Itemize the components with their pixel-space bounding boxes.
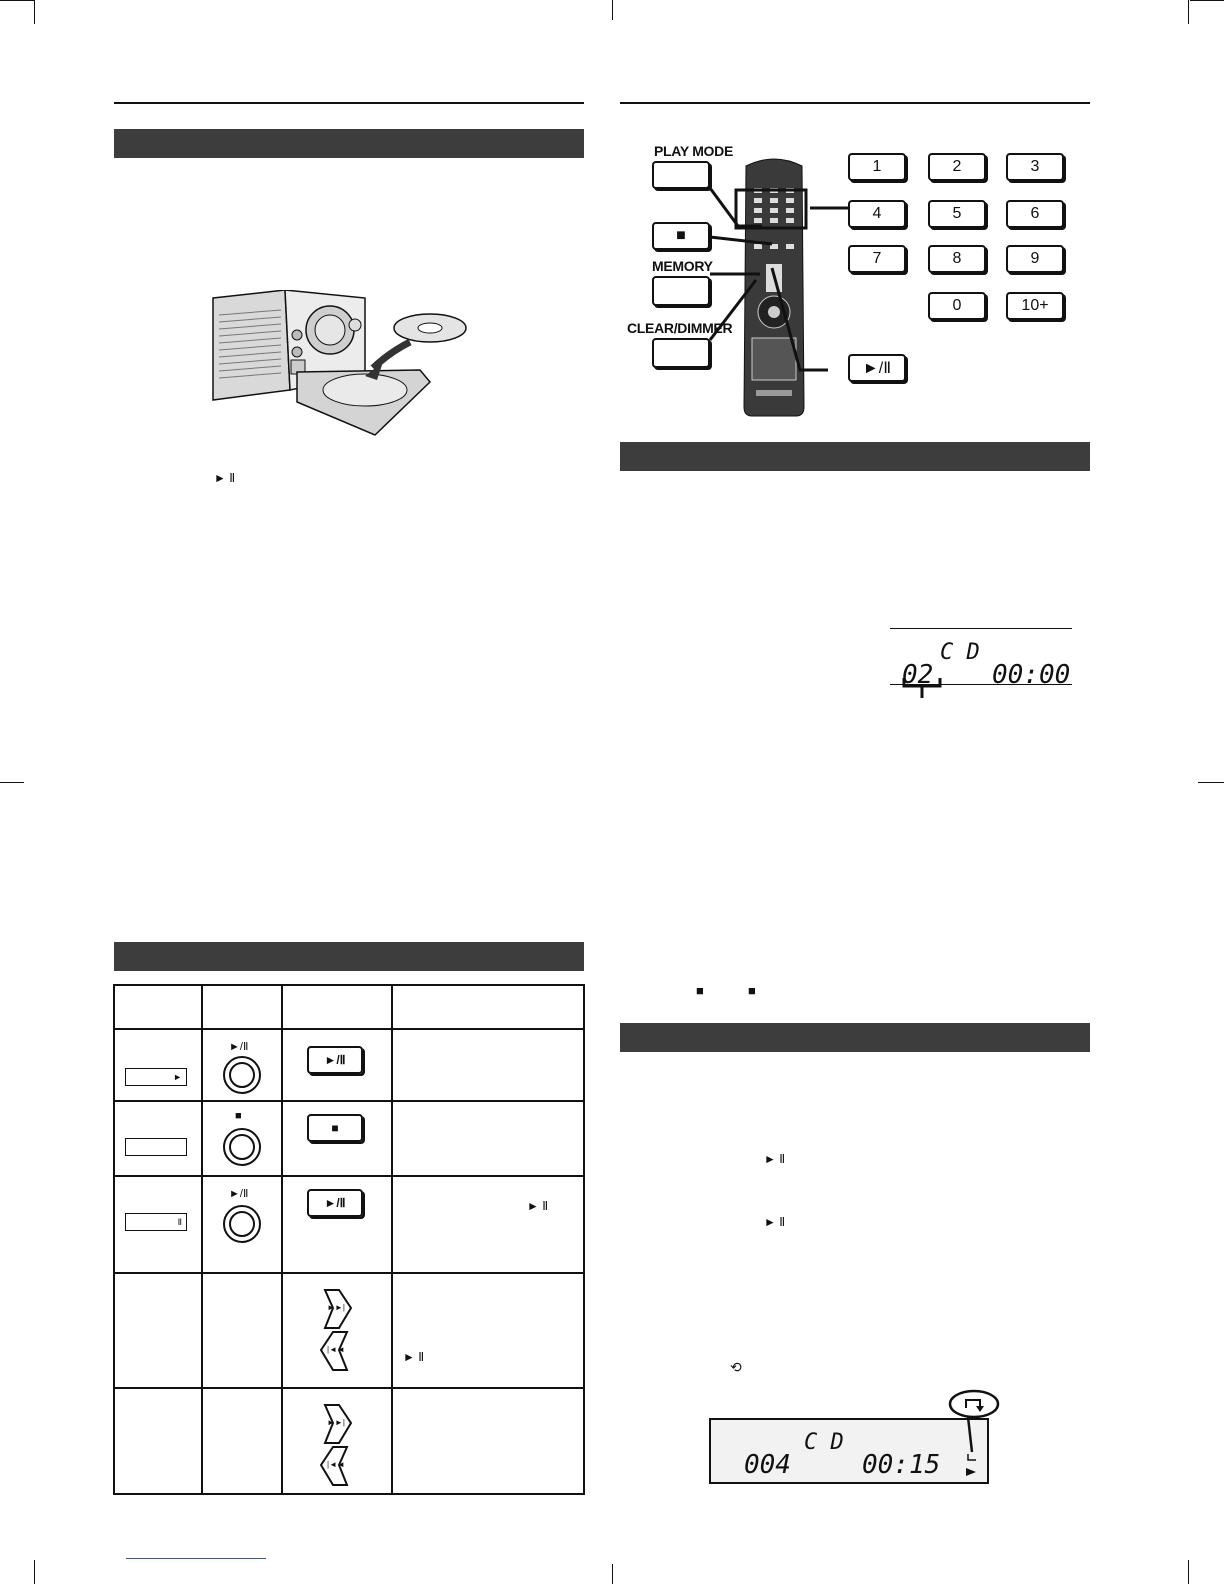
unit-cell bbox=[202, 1029, 282, 1101]
function-cell bbox=[392, 1273, 584, 1388]
section-bar-operations bbox=[114, 942, 584, 971]
play-pause-icon: ►/Ⅱ bbox=[862, 360, 892, 377]
memory-button[interactable] bbox=[652, 276, 710, 306]
play-pause-icon: ► Ⅱ bbox=[764, 1215, 786, 1229]
play-pause-icon: ►/Ⅱ bbox=[324, 1053, 346, 1067]
remote-cell bbox=[282, 1176, 392, 1273]
clear-dimmer-button[interactable] bbox=[652, 338, 710, 368]
remote-play-pause-button[interactable] bbox=[307, 1046, 363, 1074]
play-mode-button[interactable] bbox=[652, 161, 710, 189]
repeat-display-mode: C D bbox=[804, 1430, 844, 1455]
crop-mark bbox=[0, 0, 34, 1]
display-cell bbox=[114, 1029, 202, 1101]
header-rule-right bbox=[620, 102, 1090, 104]
stop-icon: ■ bbox=[676, 227, 686, 244]
memory-label: MEMORY bbox=[652, 258, 713, 274]
play-pause-icon: ► Ⅱ bbox=[764, 1152, 786, 1166]
crop-mark bbox=[34, 0, 35, 24]
play-pause-icon: ►/Ⅱ bbox=[229, 1041, 249, 1053]
unit-cell bbox=[202, 1101, 282, 1176]
repeat-display-time: 00:15 bbox=[862, 1450, 941, 1480]
key-0[interactable]: 0 bbox=[928, 292, 986, 320]
display-cell bbox=[114, 1273, 202, 1388]
display-top-rule bbox=[890, 628, 1072, 629]
section-bar-track-select bbox=[620, 442, 1090, 471]
remote-stop-button[interactable] bbox=[307, 1114, 363, 1142]
crop-mark bbox=[1188, 0, 1189, 24]
display-time: 00:00 bbox=[992, 660, 1071, 690]
skip-back-icon: |◄◄ bbox=[327, 1345, 345, 1354]
repeat-display-callout bbox=[946, 1388, 1002, 1480]
clear-dimmer-label: CLEAR/DIMMER bbox=[627, 320, 733, 336]
table-row bbox=[114, 1388, 584, 1494]
key-9[interactable]: 9 bbox=[1006, 245, 1064, 273]
stop-button[interactable] bbox=[652, 222, 710, 250]
mini-display bbox=[125, 1068, 187, 1086]
play-pause-icon: ► Ⅱ bbox=[214, 471, 236, 485]
display-track-number: 02 bbox=[902, 660, 934, 690]
remote-cell bbox=[282, 1029, 392, 1101]
play-pause-icon: ► Ⅱ bbox=[403, 1350, 425, 1364]
mini-display bbox=[125, 1138, 187, 1156]
display-cell bbox=[114, 1388, 202, 1494]
table-row bbox=[114, 1176, 584, 1273]
crop-mark bbox=[612, 0, 613, 20]
key-10-plus[interactable]: 10+ bbox=[1006, 292, 1064, 320]
header-rule-left bbox=[114, 102, 584, 104]
key-3[interactable]: 3 bbox=[1006, 153, 1064, 181]
function-cell bbox=[392, 1176, 584, 1273]
unit-stop-knob[interactable] bbox=[223, 1128, 261, 1166]
key-4[interactable]: 4 bbox=[848, 200, 906, 228]
table-row bbox=[114, 1101, 584, 1176]
skip-back-icon: |◄◄ bbox=[327, 1460, 345, 1469]
unit-cell bbox=[202, 1273, 282, 1388]
display-cell bbox=[114, 1101, 202, 1176]
remote-cell bbox=[282, 1273, 392, 1388]
header-display-cell bbox=[114, 985, 202, 1029]
key-1[interactable]: 1 bbox=[848, 153, 906, 181]
function-cell bbox=[392, 1388, 584, 1494]
crop-mark bbox=[612, 1564, 613, 1584]
stop-icon: ■ bbox=[331, 1121, 339, 1135]
track-number-bracket bbox=[900, 676, 944, 700]
section-bar-repeat bbox=[620, 1023, 1090, 1052]
unit-play-pause-knob[interactable] bbox=[223, 1205, 261, 1243]
crop-mark bbox=[0, 782, 24, 783]
play-pause-icon: ►/Ⅱ bbox=[229, 1188, 249, 1200]
header-remote-cell bbox=[282, 985, 392, 1029]
remote-cell bbox=[282, 1388, 392, 1494]
function-cell bbox=[392, 1101, 584, 1176]
play-pause-icon: ► Ⅱ bbox=[527, 1199, 549, 1213]
skip-forward-icon: ►►| bbox=[327, 1303, 345, 1312]
display-mode: C D bbox=[940, 640, 980, 665]
crop-mark bbox=[34, 1560, 35, 1584]
operations-table bbox=[113, 984, 585, 1495]
crop-mark bbox=[1198, 782, 1224, 783]
unit-cell bbox=[202, 1388, 282, 1494]
pause-icon: Ⅱ bbox=[177, 1217, 182, 1227]
stop-icon: ■ bbox=[235, 1110, 242, 1122]
display-cell bbox=[114, 1176, 202, 1273]
stop-icon: ■ bbox=[696, 983, 704, 998]
play-mode-label: PLAY MODE bbox=[654, 143, 733, 159]
play-icon: ► bbox=[173, 1072, 182, 1082]
remote-cell bbox=[282, 1101, 392, 1176]
key-6[interactable]: 6 bbox=[1006, 200, 1064, 228]
footer-link-underline bbox=[126, 1558, 266, 1559]
table-row bbox=[114, 1029, 584, 1101]
repeat-display-track: 004 bbox=[744, 1450, 791, 1480]
header-unit-cell bbox=[202, 985, 282, 1029]
header-function-cell bbox=[392, 985, 584, 1029]
mini-display bbox=[125, 1213, 187, 1231]
remote-callout-lines bbox=[700, 180, 860, 380]
unit-play-pause-knob[interactable] bbox=[223, 1056, 261, 1094]
remote-play-pause-button[interactable] bbox=[307, 1189, 363, 1217]
stop-icon: ■ bbox=[748, 983, 756, 998]
crop-mark bbox=[1190, 0, 1224, 1]
skip-forward-icon: ►►| bbox=[327, 1418, 345, 1427]
table-row bbox=[114, 1273, 584, 1388]
key-2[interactable]: 2 bbox=[928, 153, 986, 181]
cd-player-illustration bbox=[205, 290, 470, 440]
unit-cell bbox=[202, 1176, 282, 1273]
section-bar-loading bbox=[114, 129, 584, 158]
function-cell bbox=[392, 1029, 584, 1101]
key-7[interactable]: 7 bbox=[848, 245, 906, 273]
repeat-icon: ⟲ bbox=[730, 1359, 742, 1375]
crop-mark bbox=[1188, 1560, 1189, 1584]
play-pause-icon: ►/Ⅱ bbox=[324, 1196, 346, 1210]
key-8[interactable]: 8 bbox=[928, 245, 986, 273]
play-pause-button[interactable] bbox=[848, 354, 906, 382]
key-5[interactable]: 5 bbox=[928, 200, 986, 228]
